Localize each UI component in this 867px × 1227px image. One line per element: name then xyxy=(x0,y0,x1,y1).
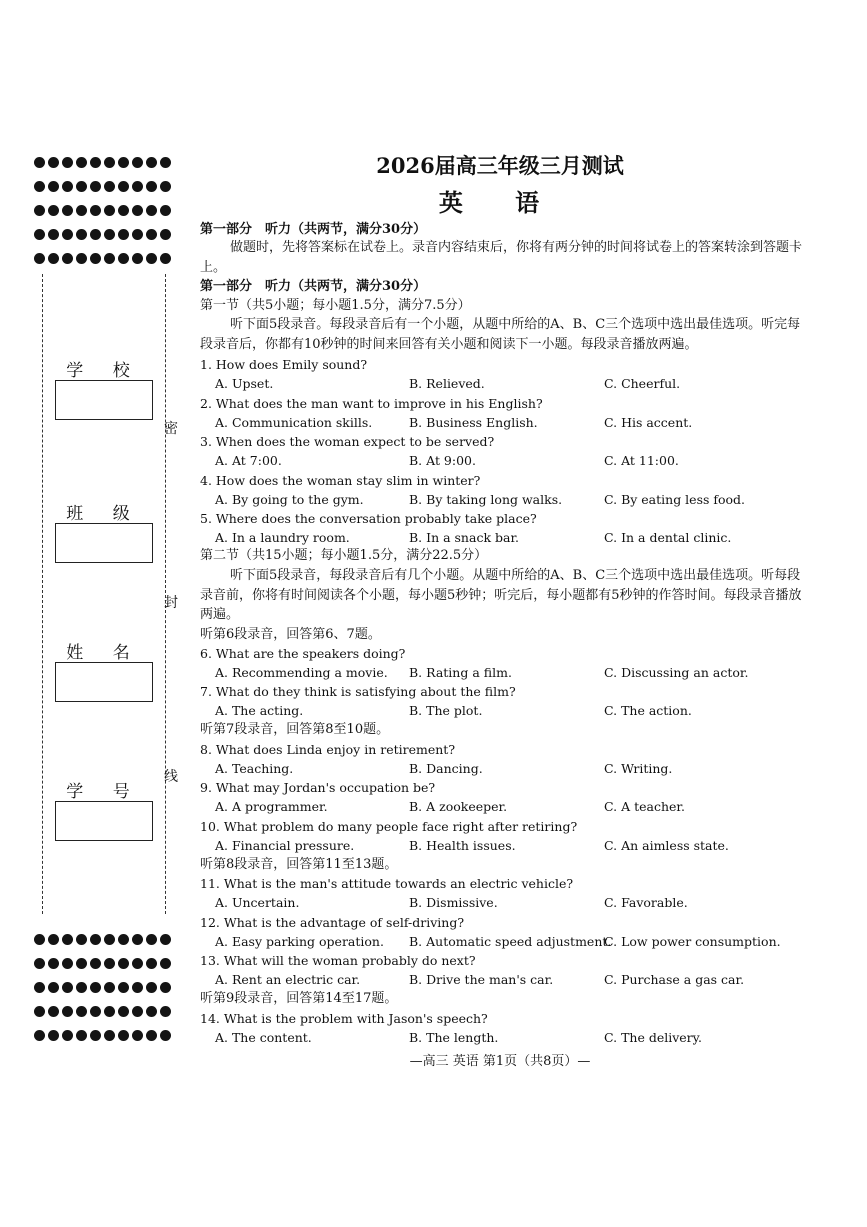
dot xyxy=(90,958,101,969)
option-9b[interactable]: B. A zookeeper. xyxy=(409,799,508,814)
dot xyxy=(146,1006,157,1017)
dot xyxy=(118,229,129,240)
option-12c[interactable]: C. Low power consumption. xyxy=(604,934,781,949)
question-5: 5. Where does the conversation probably take place? xyxy=(200,511,537,526)
dot xyxy=(132,1006,143,1017)
dot xyxy=(90,253,101,264)
option-2a[interactable]: A. Communication skills. xyxy=(215,415,373,430)
section1-instructions: 听下面5段录音。每段录音后有一个小题，从题中所给的A、B、C三个选项中选出最佳选项。听完每段录音后，你都有10秒钟的时间来回答有关小题和阅读下一小题。每段录音播放两遍。 xyxy=(200,317,801,352)
part1-heading: 第一部分 听力（共两节，满分30分） xyxy=(200,222,427,237)
dot xyxy=(76,229,87,240)
dot xyxy=(76,1006,87,1017)
dot xyxy=(146,1030,157,1041)
dot xyxy=(90,229,101,240)
dot-row xyxy=(34,1023,174,1047)
option-11b[interactable]: B. Dismissive. xyxy=(409,895,498,910)
dot-band-top xyxy=(34,150,174,270)
option-2b[interactable]: B. Business English. xyxy=(409,415,538,430)
page-footer: —高三 英语 第1页（共8页）— xyxy=(409,1054,591,1069)
dot xyxy=(90,157,101,168)
dot xyxy=(160,229,171,240)
dot xyxy=(34,982,45,993)
dot xyxy=(90,1006,101,1017)
dot xyxy=(62,958,73,969)
dot xyxy=(76,157,87,168)
dot xyxy=(132,181,143,192)
dot-band-bottom xyxy=(34,927,174,1047)
option-7c[interactable]: C. The action. xyxy=(604,703,692,718)
segment-9-instruction: 听第9段录音，回答第14至17题。 xyxy=(200,991,398,1006)
dot-row xyxy=(34,927,174,951)
question-13: 13. What will the woman probably do next? xyxy=(200,953,476,968)
dot xyxy=(160,205,171,216)
dot xyxy=(62,1006,73,1017)
segment-8-instruction: 听第8段录音，回答第11至13题。 xyxy=(200,857,398,872)
dot xyxy=(48,934,59,945)
dot xyxy=(34,934,45,945)
option-5a[interactable]: A. In a laundry room. xyxy=(215,530,350,545)
dot xyxy=(132,229,143,240)
dot xyxy=(90,982,101,993)
dot xyxy=(132,958,143,969)
dot xyxy=(48,1006,59,1017)
question-10: 10. What problem do many people face right after retiring? xyxy=(200,819,578,834)
option-9a[interactable]: A. A programmer. xyxy=(215,799,328,814)
dot xyxy=(160,253,171,264)
dot xyxy=(34,1030,45,1041)
dot xyxy=(118,253,129,264)
dot xyxy=(132,205,143,216)
dot-row xyxy=(34,975,174,999)
segment-7-instruction: 听第7段录音，回答第8至10题。 xyxy=(200,722,390,737)
question-4: 4. How does the woman stay slim in winter? xyxy=(200,473,481,488)
dot xyxy=(62,229,73,240)
question-14: 14. What is the problem with Jason's speech? xyxy=(200,1011,488,1026)
name-box[interactable] xyxy=(55,662,153,702)
option-13a[interactable]: A. Rent an electric car. xyxy=(215,972,361,987)
school-label: 学 校 xyxy=(66,361,142,381)
dot-row xyxy=(34,198,174,222)
dot xyxy=(76,958,87,969)
segment-6-instruction: 听第6段录音，回答第6、7题。 xyxy=(200,627,381,642)
dot xyxy=(118,1030,129,1041)
option-14a[interactable]: A. The content. xyxy=(215,1030,312,1045)
dot xyxy=(146,229,157,240)
option-1a[interactable]: A. Upset. xyxy=(215,376,274,391)
dot xyxy=(104,1030,115,1041)
dot xyxy=(104,253,115,264)
section1-title: 第一节（共5小题；每小题1.5分，满分7.5分） xyxy=(200,298,471,313)
dot xyxy=(160,1030,171,1041)
dot xyxy=(104,205,115,216)
dot-row xyxy=(34,150,174,174)
dot xyxy=(90,205,101,216)
question-8: 8. What does Linda enjoy in retirement? xyxy=(200,742,456,757)
option-1b[interactable]: B. Relieved. xyxy=(409,376,485,391)
option-13b[interactable]: B. Drive the man's car. xyxy=(409,972,554,987)
class-label: 班 级 xyxy=(66,504,142,524)
dot xyxy=(76,181,87,192)
dot xyxy=(118,205,129,216)
question-11: 11. What is the man's attitude towards an electric vehicle? xyxy=(200,876,574,891)
option-5b[interactable]: B. In a snack bar. xyxy=(409,530,520,545)
dot xyxy=(146,934,157,945)
seal-char-xian: 线 xyxy=(164,769,178,785)
part1-heading-repeat: 第一部分 听力（共两节，满分30分） xyxy=(200,279,427,294)
option-6b[interactable]: B. Rating a film. xyxy=(409,665,512,680)
dot xyxy=(104,982,115,993)
name-label: 姓 名 xyxy=(66,643,142,663)
dot xyxy=(146,253,157,264)
option-8a[interactable]: A. Teaching. xyxy=(215,761,294,776)
option-13c[interactable]: C. Purchase a gas car. xyxy=(604,972,745,987)
dot xyxy=(104,958,115,969)
dot xyxy=(62,1030,73,1041)
subject-title: 英 语 xyxy=(438,188,562,217)
answer-instructions: 做题时，先将答案标在试卷上。录音内容结束后，你将有两分钟的时间将试卷上的答案转涂到答题卡上。 xyxy=(200,240,803,275)
option-8c[interactable]: C. Writing. xyxy=(604,761,673,776)
option-5c[interactable]: C. In a dental clinic. xyxy=(604,530,732,545)
dot xyxy=(48,958,59,969)
option-2c[interactable]: C. His accent. xyxy=(604,415,693,430)
dot xyxy=(76,982,87,993)
dot xyxy=(48,157,59,168)
dot xyxy=(62,982,73,993)
dot xyxy=(146,205,157,216)
option-6c[interactable]: C. Discussing an actor. xyxy=(604,665,749,680)
dot xyxy=(118,934,129,945)
section2-title: 第二节（共15小题；每小题1.5分，满分22.5分） xyxy=(200,548,488,563)
option-14b[interactable]: B. The length. xyxy=(409,1030,499,1045)
question-3: 3. When does the woman expect to be served? xyxy=(200,434,495,449)
option-11c[interactable]: C. Favorable. xyxy=(604,895,688,910)
dot xyxy=(62,181,73,192)
dot xyxy=(118,157,129,168)
option-12a[interactable]: A. Easy parking operation. xyxy=(215,934,384,949)
dot xyxy=(48,982,59,993)
option-14c[interactable]: C. The delivery. xyxy=(604,1030,703,1045)
dot xyxy=(104,934,115,945)
option-4b[interactable]: B. By taking long walks. xyxy=(409,492,563,507)
dot xyxy=(62,157,73,168)
option-3c[interactable]: C. At 11:00. xyxy=(604,453,679,468)
option-10a[interactable]: A. Financial pressure. xyxy=(215,838,355,853)
dot xyxy=(76,934,87,945)
dot xyxy=(132,157,143,168)
option-4a[interactable]: A. By going to the gym. xyxy=(215,492,364,507)
seal-char-feng: 封 xyxy=(164,595,178,611)
option-7a[interactable]: A. The acting. xyxy=(215,703,304,718)
dot xyxy=(48,229,59,240)
option-10c[interactable]: C. An aimless state. xyxy=(604,838,729,853)
option-10b[interactable]: B. Health issues. xyxy=(409,838,516,853)
student-id-box[interactable] xyxy=(55,801,153,841)
option-3a[interactable]: A. At 7:00. xyxy=(215,453,282,468)
dot-row xyxy=(34,222,174,246)
class-box[interactable] xyxy=(55,523,153,563)
dot xyxy=(146,181,157,192)
dot xyxy=(34,181,45,192)
dot xyxy=(48,181,59,192)
dot xyxy=(104,229,115,240)
school-box[interactable] xyxy=(55,380,153,420)
dot xyxy=(34,229,45,240)
question-9: 9. What may Jordan's occupation be? xyxy=(200,780,436,795)
dot xyxy=(62,205,73,216)
dot xyxy=(76,1030,87,1041)
dot xyxy=(132,934,143,945)
option-7b[interactable]: B. The plot. xyxy=(409,703,483,718)
dot xyxy=(146,157,157,168)
seal-char-mi: 密 xyxy=(164,421,178,437)
dot xyxy=(62,253,73,264)
dot xyxy=(118,181,129,192)
dot-row xyxy=(34,999,174,1023)
dot xyxy=(48,1030,59,1041)
section2-instructions: 听下面5段录音，每段录音后有几个小题。从题中所给的A、B、C三个选项中选出最佳选项。听每段录音前，你将有时间阅读各个小题，每小题5秒钟；听完后，每小题都有5秒钟的作答时间。每段录音播放两遍。 xyxy=(200,568,802,622)
question-12: 12. What is the advantage of self-driving? xyxy=(200,915,465,930)
dot xyxy=(34,157,45,168)
dot xyxy=(34,958,45,969)
dot xyxy=(104,181,115,192)
dot xyxy=(48,205,59,216)
dot xyxy=(146,982,157,993)
dot xyxy=(160,934,171,945)
dot xyxy=(118,982,129,993)
dot xyxy=(118,958,129,969)
question-1: 1. How does Emily sound? xyxy=(200,357,368,372)
student-id-label: 学 号 xyxy=(66,782,142,802)
dot xyxy=(132,1030,143,1041)
dot xyxy=(90,181,101,192)
dot xyxy=(160,982,171,993)
dot xyxy=(146,958,157,969)
dot xyxy=(132,253,143,264)
dashed-line-left xyxy=(42,274,43,914)
option-4c[interactable]: C. By eating less food. xyxy=(604,492,746,507)
dot xyxy=(90,934,101,945)
dot xyxy=(76,253,87,264)
question-6: 6. What are the speakers doing? xyxy=(200,646,406,661)
question-2: 2. What does the man want to improve in his English? xyxy=(200,396,543,411)
dot xyxy=(160,958,171,969)
dot xyxy=(160,181,171,192)
dot-row xyxy=(34,246,174,270)
dot xyxy=(62,934,73,945)
dot-row xyxy=(34,174,174,198)
dot xyxy=(118,1006,129,1017)
dot xyxy=(160,1006,171,1017)
dot xyxy=(90,1030,101,1041)
option-9c[interactable]: C. A teacher. xyxy=(604,799,685,814)
option-8b[interactable]: B. Dancing. xyxy=(409,761,483,776)
dot xyxy=(34,253,45,264)
dot xyxy=(76,205,87,216)
question-7: 7. What do they think is satisfying about the film? xyxy=(200,684,516,699)
option-1c[interactable]: C. Cheerful. xyxy=(604,376,681,391)
dot xyxy=(48,253,59,264)
option-12b[interactable]: B. Automatic speed adjustment. xyxy=(409,934,612,949)
dot xyxy=(132,982,143,993)
dot xyxy=(160,157,171,168)
dot xyxy=(34,1006,45,1017)
dot xyxy=(104,157,115,168)
option-3b[interactable]: B. At 9:00. xyxy=(409,453,476,468)
dot xyxy=(104,1006,115,1017)
option-11a[interactable]: A. Uncertain. xyxy=(215,895,300,910)
exam-title: 2026届高三年级三月测试 xyxy=(376,153,624,178)
dot xyxy=(34,205,45,216)
option-6a[interactable]: A. Recommending a movie. xyxy=(215,665,388,680)
dot-row xyxy=(34,951,174,975)
